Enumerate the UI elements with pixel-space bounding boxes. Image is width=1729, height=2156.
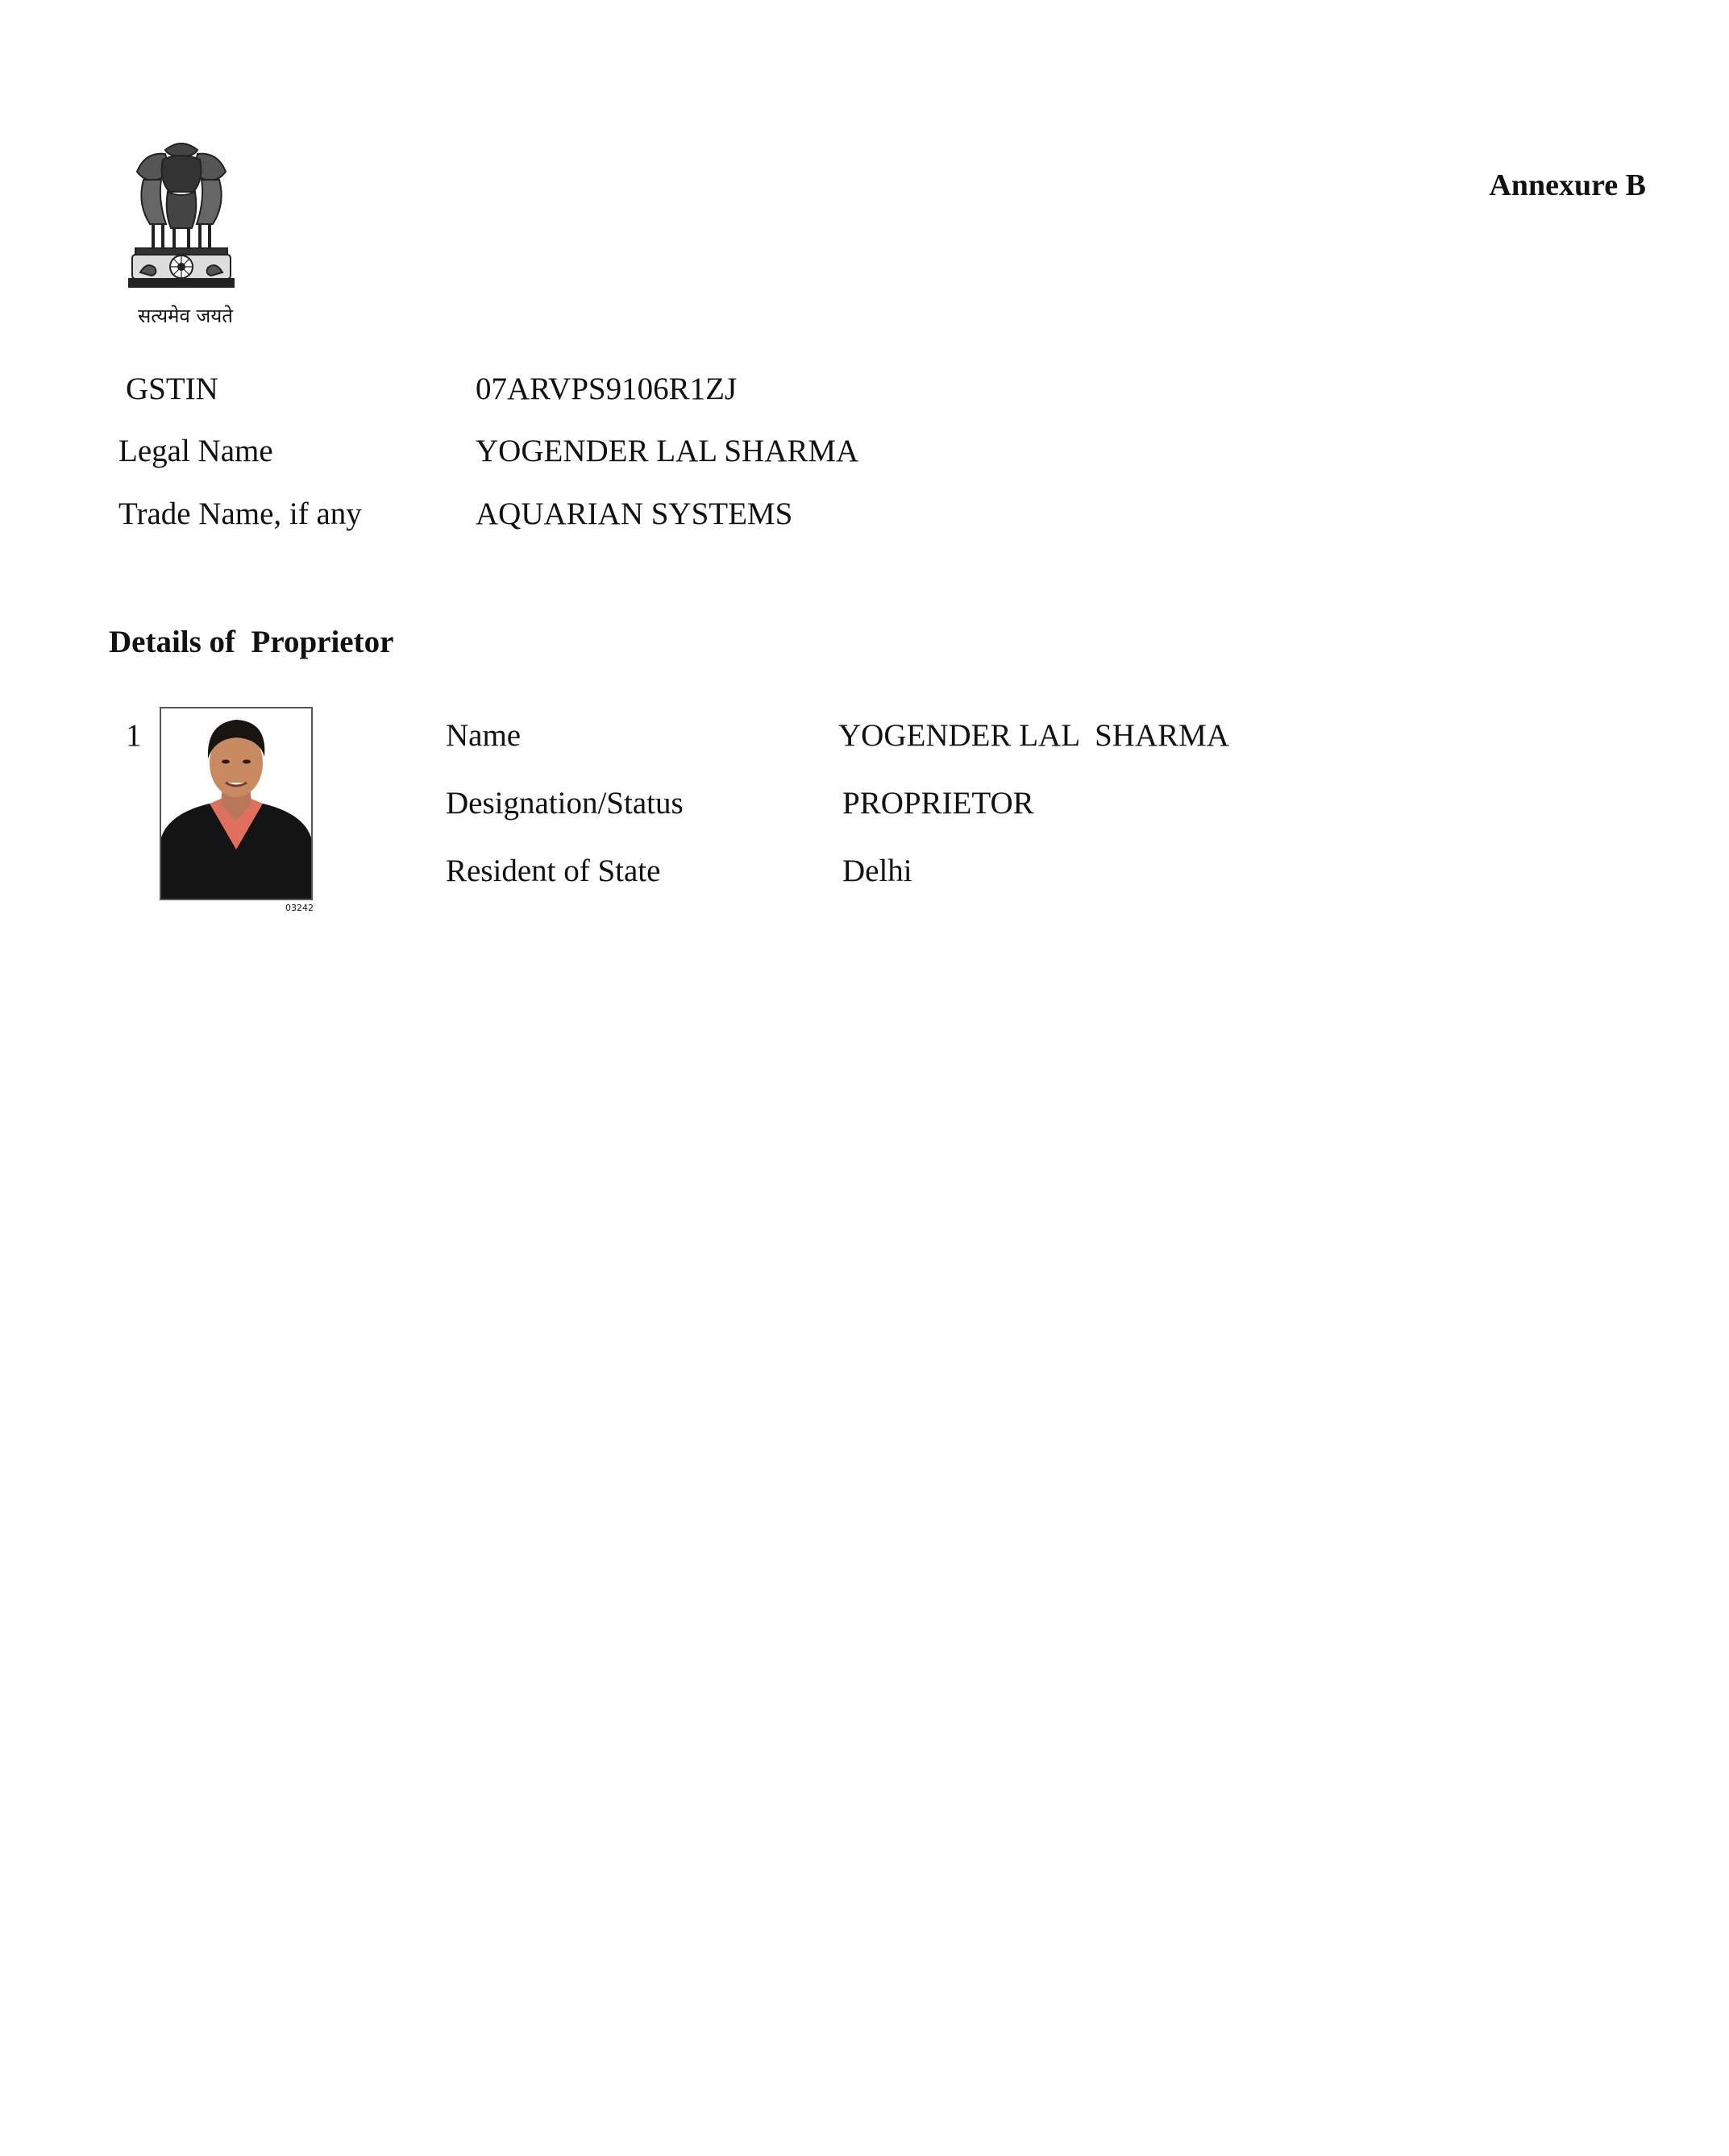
proprietor-photo — [160, 707, 313, 900]
state-emblem-icon — [121, 135, 242, 305]
legal-name-value: YOGENDER LAL SHARMA — [476, 434, 859, 468]
entry-index: 1 — [126, 718, 142, 753]
designation-label: Designation/Status — [446, 786, 684, 820]
trade-name-value: AQUARIAN SYSTEMS — [476, 496, 793, 531]
state-value: Delhi — [842, 854, 912, 888]
emblem-motto: सत्यमेव जयते — [138, 305, 233, 327]
designation-value: PROPRIETOR — [842, 786, 1034, 820]
legal-name-label: Legal Name — [118, 434, 273, 468]
trade-name-label: Trade Name, if any — [118, 496, 362, 531]
state-label: Resident of State — [446, 854, 661, 888]
photo-number: 03242 — [285, 903, 314, 913]
name-value: YOGENDER LAL SHARMA — [838, 718, 1229, 753]
gstin-label: GSTIN — [126, 372, 218, 406]
gstin-value: 07ARVPS9106R1ZJ — [476, 372, 738, 406]
name-label: Name — [446, 718, 522, 753]
section-heading: Details of Proprietor — [109, 625, 394, 659]
annexure-label: Annexure B — [1489, 168, 1646, 202]
